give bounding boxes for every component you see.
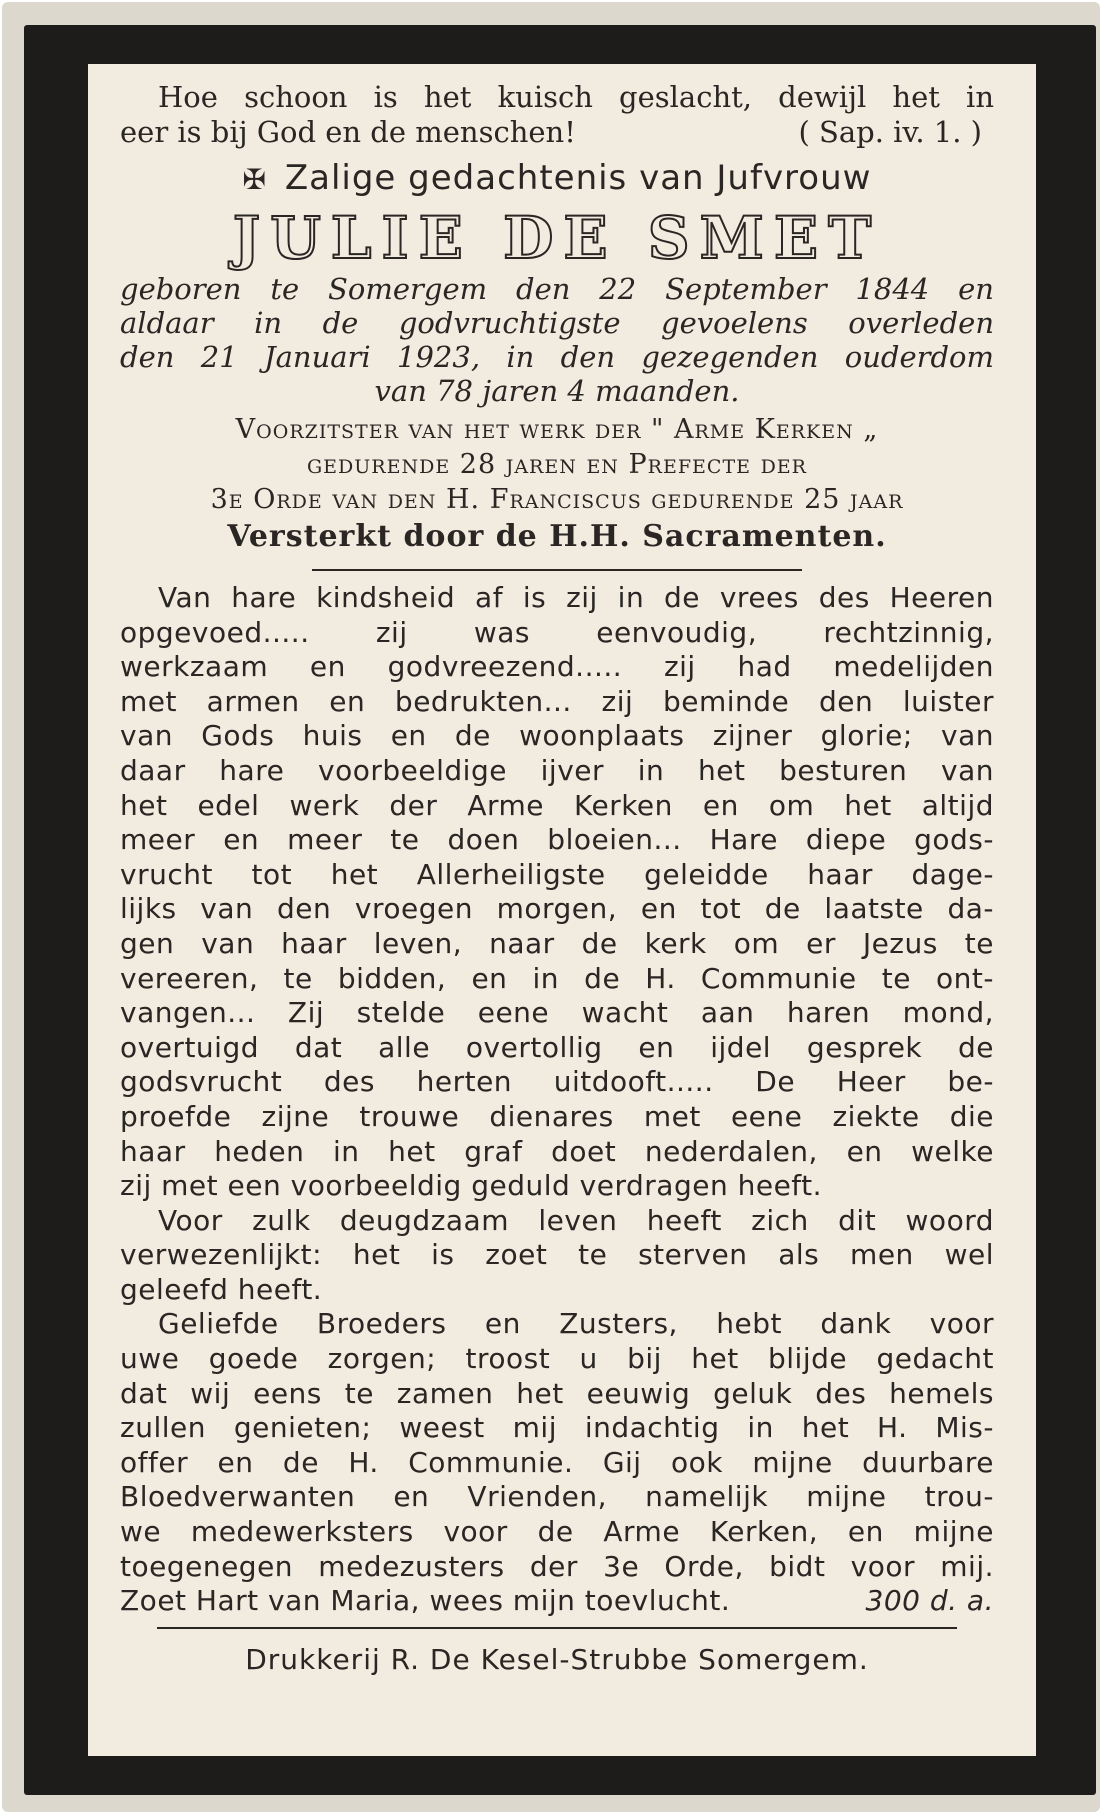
body-line: meer en meer te doen bloeien... Hare diepe gods- bbox=[120, 823, 994, 857]
body-line: gen van haar leven, naar de kerk om er Jezus te bbox=[120, 926, 994, 960]
dates-line-4: van 78 jaren 4 maanden. bbox=[374, 374, 740, 408]
dates-line-2: aldaar in de godvruchtigste gevoelens overleden bbox=[120, 306, 994, 340]
body-line: offer en de H. Communie. Gij ook mijne duurbare bbox=[120, 1445, 994, 1479]
cross-icon: ✠ bbox=[242, 163, 268, 196]
body-line: werkzaam en godvreezend..... zij had medelijden bbox=[120, 650, 994, 684]
body-line: van Gods huis en de woonplaats zijner glorie; van bbox=[120, 719, 994, 753]
body-line: Van hare kindsheid af is zij in de vrees des Heeren bbox=[158, 581, 994, 614]
body-line: godsvrucht des herten uitdooft..... De Heer be- bbox=[120, 1065, 994, 1099]
body-line: uwe goede zorgen; troost u bij het blijde gedacht bbox=[120, 1342, 994, 1376]
body-line: daar hare voorbeeldige ijver in het besturen van bbox=[120, 753, 994, 787]
body-line: met armen en bedrukten... zij beminde den luister bbox=[120, 684, 994, 718]
body-line: dat wij eens te zamen het eeuwig geluk des hemels bbox=[120, 1376, 994, 1410]
body-line: we medewerksters voor de Arme Kerken, en mijne bbox=[120, 1515, 994, 1549]
quote-line-2 bbox=[120, 115, 994, 150]
body-line: Geliefde Broeders en Zusters, hebt dank voor bbox=[158, 1307, 994, 1341]
footer-divider bbox=[157, 1627, 957, 1629]
body-line: lijks van den vroegen morgen, en tot de laatste da- bbox=[120, 892, 994, 926]
eulogy-text bbox=[120, 581, 994, 1619]
body-line: toegenegen medezusters der 3e Orde, bidt voor mij. bbox=[120, 1549, 994, 1583]
deceased-name: JULIE DE SMET bbox=[232, 204, 882, 272]
sacrament-line: Versterkt door de H.H. Sacramenten. bbox=[227, 519, 887, 554]
body-line: overtuigd dat alle overtollig en ijdel gesprek de bbox=[120, 1030, 994, 1064]
card-text bbox=[120, 62, 994, 1679]
divider bbox=[312, 569, 802, 571]
printer-imprint: Drukkerij R. De Kesel-Strubbe Somergem. bbox=[245, 1642, 869, 1676]
quote-line-1: Hoe schoon is het kuisch geslacht, dewijl het in bbox=[158, 80, 994, 114]
body-line: Bloedverwanten en Vrienden, namelijk mijne trou- bbox=[120, 1480, 994, 1514]
dates-line-3: den 21 Januari 1923, in den gezegenden ouderdom bbox=[120, 340, 994, 374]
body-line: vereeren, te bidden, en in de H. Communie te ont- bbox=[120, 961, 994, 995]
intro-text: Zalige gedachtenis van Jufvrouw bbox=[284, 158, 872, 198]
dates-line-1: geboren te Somergem den 22 September 1844 en bbox=[120, 272, 994, 306]
body-line: geleefd heeft. bbox=[120, 1272, 323, 1306]
quote-reference: ( Sap. iv. 1. ) bbox=[798, 115, 982, 149]
body-line: Zoet Hart van Maria, wees mijn toevlucht. bbox=[120, 1584, 731, 1618]
body-line: vrucht tot het Allerheiligste geleidde haar dage- bbox=[120, 857, 994, 891]
body-line: opgevoed..... zij was eenvoudig, rechtzinnig, bbox=[120, 615, 994, 649]
body-line: het edel werk der Arme Kerken en om het altijd bbox=[120, 788, 994, 822]
intro-line bbox=[120, 156, 994, 202]
indulgence-note: 300 d. a. bbox=[865, 1584, 994, 1618]
final-line bbox=[120, 1584, 994, 1619]
body-line: zij met een voorbeeldig geduld verdragen heeft. bbox=[120, 1169, 823, 1203]
title-line-2: gedurende 28 jaren en Prefecte der bbox=[307, 449, 807, 480]
body-line: proefde zijne trouwe dienares met eene ziekte die bbox=[120, 1099, 994, 1133]
title-line-3: 3e Orde van den H. Franciscus gedurende 25 jaar bbox=[210, 484, 904, 515]
body-line: zullen genieten; weest mij indachtig in het H. Mis- bbox=[120, 1411, 994, 1445]
body-line: haar heden in het graf doet nederdalen, en welke bbox=[120, 1134, 994, 1168]
body-line: verwezenlijkt: het is zoet te sterven als men wel bbox=[120, 1238, 994, 1272]
title-line-1: Voorzitster van het werk der " Arme Kerken „ bbox=[235, 414, 879, 445]
body-line: Voor zulk deugdzaam leven heeft zich dit woord bbox=[158, 1203, 994, 1237]
quote-text: eer is bij God en de menschen! bbox=[120, 115, 576, 149]
body-line: vangen... Zij stelde eene wacht aan haren mond, bbox=[120, 996, 994, 1030]
